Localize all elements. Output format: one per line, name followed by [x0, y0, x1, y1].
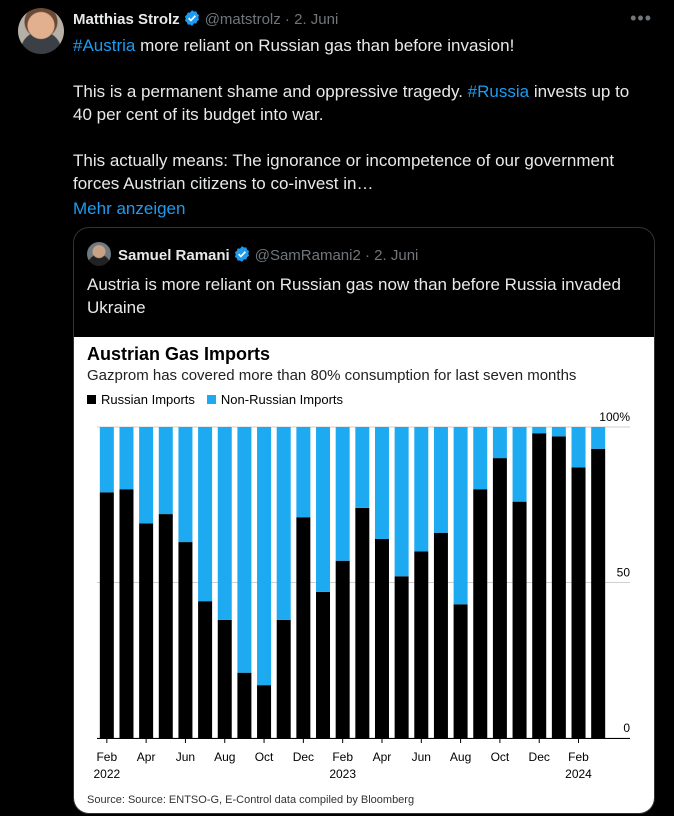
- separator-dot: ·: [360, 247, 375, 264]
- quoted-tweet-date[interactable]: 2. Juni: [374, 247, 419, 264]
- bar-russian: [473, 489, 487, 738]
- x-tick-label: Dec: [528, 750, 550, 764]
- quoted-tweet[interactable]: [73, 227, 655, 814]
- bar-non-russian: [532, 427, 546, 433]
- bar-russian: [139, 523, 153, 738]
- bar-non-russian: [100, 427, 114, 492]
- bar-russian: [100, 492, 114, 738]
- chart-source: Source: Source: ENTSO-G, E-Control data compiled by Bloomberg: [87, 794, 415, 806]
- bar-russian: [218, 620, 232, 738]
- x-tick-label: Feb: [568, 750, 589, 764]
- bar-russian: [552, 436, 566, 738]
- bar-russian: [296, 517, 310, 738]
- bar-russian: [493, 458, 507, 738]
- y-tick-label: 0: [623, 721, 630, 735]
- x-tick-label: Aug: [214, 750, 236, 764]
- x-tick-label: Aug: [449, 750, 472, 764]
- bar-non-russian: [296, 427, 310, 517]
- bar-non-russian: [336, 427, 350, 561]
- chart-image[interactable]: [74, 337, 654, 814]
- bar-non-russian: [434, 427, 448, 533]
- bar-russian: [513, 502, 527, 738]
- author-handle[interactable]: @matstrolz: [204, 11, 281, 28]
- x-tick-label: Apr: [136, 750, 156, 764]
- bar-non-russian: [454, 427, 468, 604]
- bar-russian: [336, 561, 350, 738]
- bar-non-russian: [493, 427, 507, 458]
- bar-russian: [572, 467, 586, 738]
- bar-russian: [159, 514, 173, 738]
- x-tick-label: Oct: [490, 750, 510, 764]
- bar-non-russian: [178, 427, 192, 542]
- x-year-label: 2022: [93, 767, 121, 781]
- tweet-line-1: [73, 34, 648, 57]
- verified-badge-icon: [183, 9, 201, 31]
- quoted-tweet-text: Austria is more reliant on Russian gas now than before Russia invaded Ukraine: [87, 275, 621, 317]
- bar-non-russian: [316, 427, 330, 592]
- bar-russian: [375, 539, 389, 738]
- separator-dot: ·: [280, 11, 295, 28]
- x-tick-label: Jun: [411, 750, 431, 764]
- tweet-date[interactable]: 2. Juni: [294, 11, 339, 28]
- tweet-header: [73, 9, 338, 31]
- x-year-label: 2024: [565, 767, 592, 781]
- bar-russian: [532, 433, 546, 738]
- bar-russian: [237, 673, 251, 738]
- bar-non-russian: [277, 427, 291, 620]
- bar-non-russian: [355, 427, 369, 508]
- y-tick-label: 100%: [599, 410, 630, 424]
- legend-label-russian: Russian Imports: [101, 392, 195, 407]
- bar-non-russian: [513, 427, 527, 502]
- bar-non-russian: [139, 427, 153, 523]
- x-tick-label: Feb: [332, 750, 354, 764]
- y-tick-label: 50: [616, 565, 630, 580]
- bar-non-russian: [237, 427, 251, 673]
- show-more-link[interactable]: Mehr anzeigen: [73, 199, 186, 218]
- bar-non-russian: [572, 427, 586, 467]
- quoted-tweet-header: [118, 245, 418, 267]
- x-tick-label: Oct: [254, 750, 274, 764]
- bar-russian: [454, 604, 468, 738]
- bar-russian: [178, 542, 192, 738]
- bar-non-russian: [375, 427, 389, 539]
- hashtag-austria[interactable]: #Austria: [73, 36, 136, 55]
- bar-non-russian: [552, 427, 566, 436]
- chart-plot: [74, 337, 654, 814]
- x-tick-label: Feb: [96, 750, 118, 764]
- bar-russian: [591, 449, 605, 738]
- more-options-icon[interactable]: •••: [630, 8, 652, 28]
- quoted-author-avatar[interactable]: [87, 242, 111, 266]
- author-name[interactable]: Matthias Strolz: [73, 11, 180, 28]
- bar-russian: [316, 592, 330, 738]
- bar-non-russian: [198, 427, 212, 601]
- chart-title: Austrian Gas Imports: [87, 344, 271, 364]
- hashtag-russia[interactable]: #Russia: [467, 82, 530, 101]
- bar-russian: [414, 551, 428, 738]
- bar-non-russian: [159, 427, 173, 514]
- tweet-body: [73, 34, 648, 220]
- tweet-paragraph-2: [73, 80, 648, 126]
- bar-russian: [395, 576, 409, 738]
- bar-russian: [355, 508, 369, 738]
- author-avatar[interactable]: [18, 8, 64, 54]
- bar-russian: [257, 685, 271, 738]
- x-tick-label: Apr: [372, 750, 392, 764]
- x-tick-label: Dec: [292, 750, 315, 764]
- bar-non-russian: [119, 427, 133, 489]
- bar-non-russian: [395, 427, 409, 576]
- bar-russian: [119, 489, 133, 738]
- bar-russian: [198, 601, 212, 738]
- chart-subtitle: Gazprom has covered more than 80% consumption for last seven months: [87, 367, 577, 384]
- bar-non-russian: [414, 427, 428, 551]
- x-tick-label: Jun: [175, 750, 196, 764]
- tweet-paragraph-3: This actually means: The ignorance or incompetence of our government forces Austrian citizens to co-invest in…: [73, 151, 615, 193]
- tweet-line-1-text: more reliant on Russian gas than before invasion!: [135, 36, 515, 55]
- quoted-author-handle[interactable]: @SamRamani2: [254, 247, 361, 264]
- quoted-author-name[interactable]: Samuel Ramani: [118, 247, 230, 264]
- bar-russian: [277, 620, 291, 738]
- bar-non-russian: [591, 427, 605, 449]
- verified-badge-icon: [233, 245, 251, 267]
- bar-non-russian: [473, 427, 487, 489]
- x-year-label: 2023: [329, 767, 357, 781]
- tweet-paragraph-2-start: This is a permanent shame and oppressive tragedy.: [73, 82, 468, 101]
- tweet-paragraph-2-end: invests up to 40 per cent of its budget into war.: [73, 82, 630, 124]
- legend-label-non-russian: Non-Russian Imports: [220, 392, 344, 407]
- bar-non-russian: [257, 427, 271, 685]
- bar-russian: [434, 533, 448, 738]
- bar-non-russian: [218, 427, 232, 620]
